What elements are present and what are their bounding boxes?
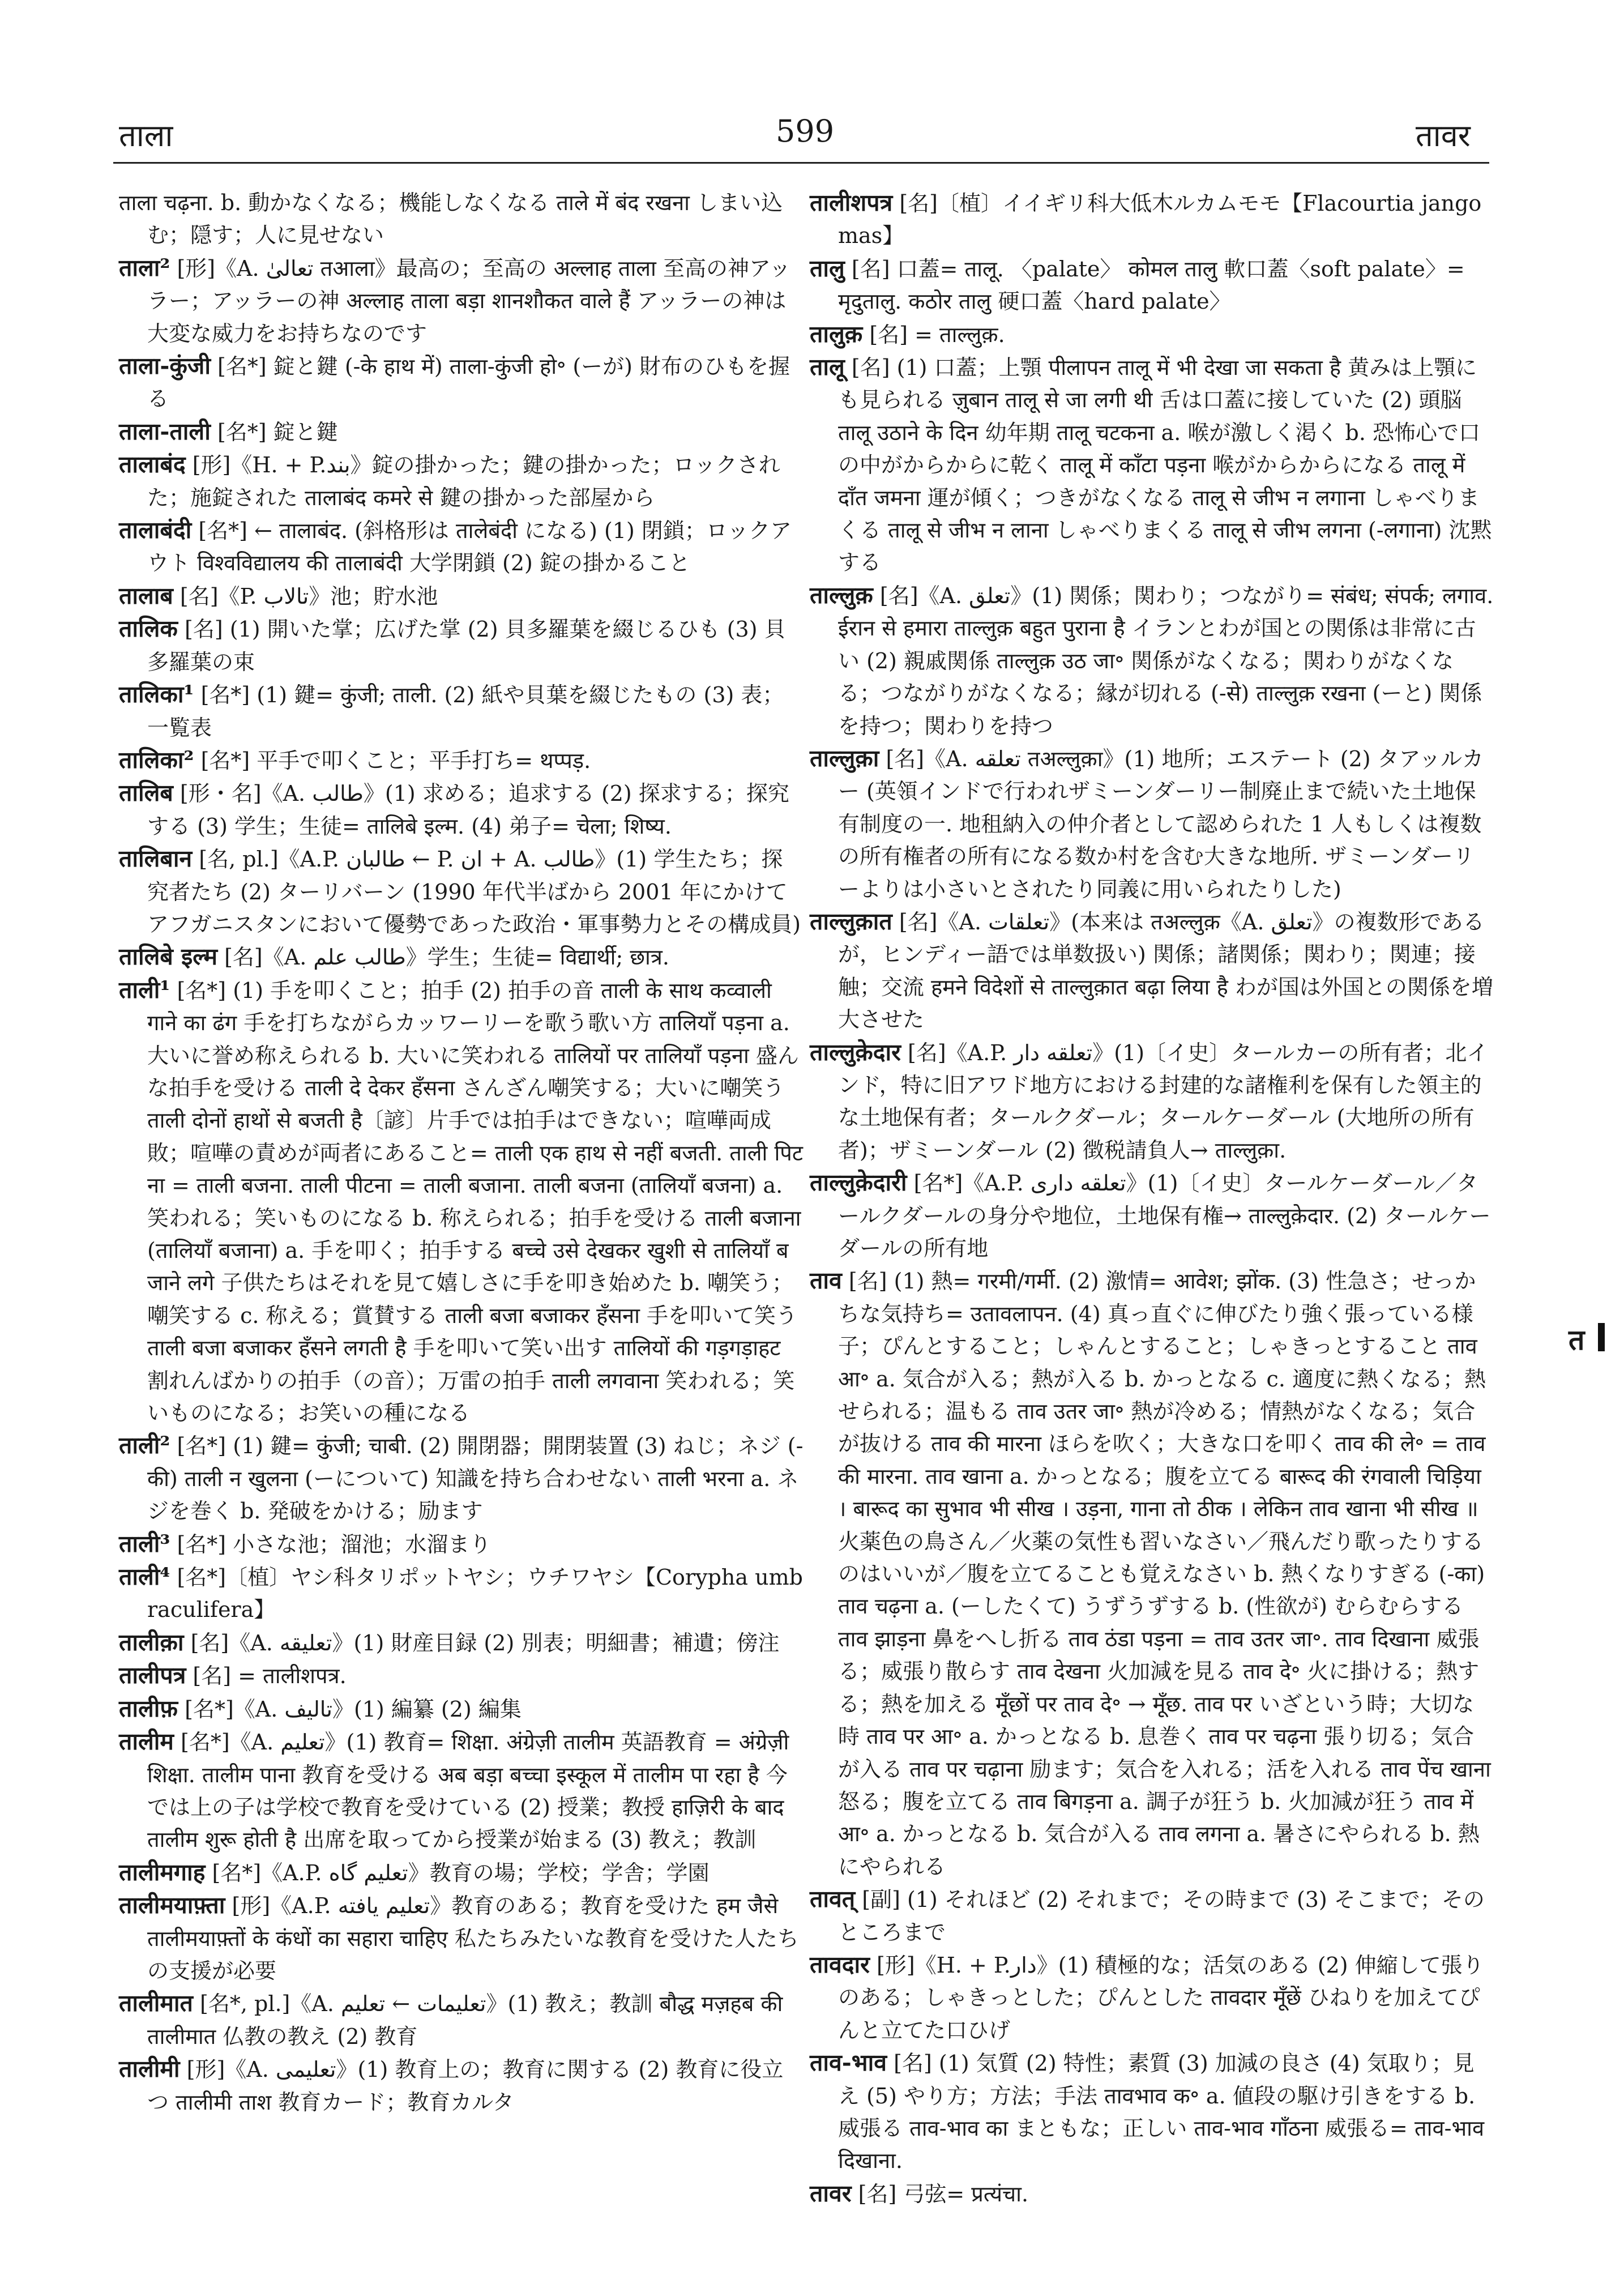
dictionary-entry — [810, 351, 1495, 579]
entry-definition: [形]《A.P. تعليم يافته》教育のある；教育を受けた हम जैसे तालीमयाफ़्तों के कंधों का सहारा चाहिए 私たちみたいな教育を受けた人たちの支援が必要 — [147, 1893, 799, 1983]
dictionary-entry — [119, 1889, 804, 1987]
right-guide-word: तावर — [1416, 118, 1471, 153]
dictionary-entry — [119, 843, 804, 941]
entry-headword: तालाब — [119, 582, 173, 609]
entry-headword: तालिब — [119, 779, 173, 807]
page-header — [0, 0, 1624, 170]
dictionary-entry — [119, 1561, 804, 1627]
page-number: 599 — [776, 113, 835, 149]
entry-headword: ताली² — [119, 1432, 170, 1459]
entry-definition: [形・名]《A. طالب》(1) 求める；追求する (2) 探求する；探究する (3) 学生；生徒= तालिबे इल्म. (4) 弟子= चेला; शिष्य. — [147, 781, 789, 839]
entry-headword: तालिबे इल्म — [119, 943, 218, 971]
entry-headword: तालिका² — [119, 746, 194, 774]
dictionary-entry — [119, 1429, 804, 1527]
entry-definition: [名*] ← तालाबंद. (斜格形は तालेबंदी になる) (1) 閉鎖；ロックアウト विश्वविद्यालय की तालाबंदी 大学閉鎖 (2) 錠の掛かること — [147, 518, 792, 576]
dictionary-entry — [119, 187, 804, 252]
left-guide-word: ताला — [119, 118, 173, 153]
entry-definition: [名*] (1) 鍵= कुंजी; ताली. (2) 紙や貝葉を綴じたもの (3) 表；一覧表 — [147, 682, 784, 740]
dictionary-entry — [119, 613, 804, 678]
entry-headword: तालीमी — [119, 2055, 180, 2083]
dictionary-entry — [810, 1036, 1495, 1167]
dictionary-entry — [119, 416, 804, 449]
thumb-index-letter: त — [1569, 1323, 1585, 1356]
entry-definition: [形]《A. تعالیٰ तआला》最高の；至高の अल्लाह ताला 至高の神アッラー；アッラーの神 अल्लाह ताला बड़ा शानशौकत वाले हैं アッラーの神は大変な威力をお持ちなのです — [147, 255, 791, 346]
entry-definition: [名]《A.P. تعلقه دار》(1)〔イ史〕タールカーの所有者；北インド，特に旧アワド地方における封建的な諸権利を保有した領主的な土地保有者；タールクダール；タールケーダール (大地所の所有者)；ザミーンダール (2) 徴税請負人→ ताल्लुक़ा. — [838, 1040, 1489, 1163]
dictionary-entry — [119, 449, 804, 514]
entry-definition: [名*] (1) 手を叩くこと；拍手 (2) 拍手の音 ताली के साथ कव्वाली गाने का ढंग 手を打ちながらカッワーリーを歌う歌い方 तालियाँ पड़ना a. 大いに誉め称えられる b. 大いに笑われる तालियों पर तालियाँ पड़ना 盛んな拍手を受ける ताली दे देकर हँसना さんざん嘲笑する；大いに嘲笑う ताली दोनों हाथों से बजती है〔諺〕片手では拍手はできない；喧嘩両成敗；喧嘩の責めが両者にあること= ताली एक हाथ से नहीं बजती. ताली पिटना = ताली बजना. ताली पीटना = ताली बजाना. ताली बजना (तालियाँ बजना) a. 笑われる；笑いものになる b. 称えられる；拍手を受ける ताली बजाना (तालियाँ बजाना) a. 手を叩く；拍手する बच्चे उसे देखकर खुशी से तालियाँ बजाने लगे 子供たちはそれを見て嬉しさに手を叩き始めた b. 嘲笑う；嘲笑する c. 称える；賞賛する ताली बजा बजाकर हँसना 手を叩いて笑う ताली बजा बजाकर हँसने लगती है 手を叩いて笑い出す तालियों की गड़गड़ाहट 割れんばかりの拍手（の音）；万雷の拍手 ताली लगवाना 笑われる；笑いものになる；お笑いの種になる — [147, 978, 804, 1426]
entry-headword: तालु — [810, 254, 845, 282]
dictionary-entry — [119, 1987, 804, 2053]
entry-headword: तालिक — [119, 615, 178, 643]
dictionary-entry — [810, 2047, 1495, 2178]
entry-definition: [名*] 錠と鍵 — [217, 419, 338, 445]
dictionary-entry — [119, 941, 804, 974]
entry-headword: तावदार — [810, 1950, 870, 1978]
dictionary-entry — [119, 2053, 804, 2119]
thumb-index-bar — [1598, 1323, 1605, 1351]
entry-headword: तालाबंदी — [119, 517, 192, 544]
entry-headword: तावर — [810, 2179, 852, 2207]
entry-definition: [名*] 錠と鍵 (-के हाथ में) ताला-कुंजी हो॰ (ーが) 財布のひもを握る — [147, 354, 790, 412]
dictionary-entry — [119, 1528, 804, 1561]
entry-headword: तालुक़ — [810, 320, 863, 348]
dictionary-entry — [119, 777, 804, 843]
entry-headword: ताली⁴ — [119, 1563, 170, 1591]
entry-definition: [名] (1) 口蓋；上顎 पीलापन तालू में भी देखा जा सकता है 黄みは上顎にも見られる ज़ुबान तालू से जा लगी थी 舌は口蓋に接していた (2) 頭脳 तालू उठाने के दिन 幼年期 तालू चटकना a. 喉が激しく渇く b. 恐怖心で口の中がからからに乾く तालू में काँटा पड़ना 喉がからからになる तालू में दाँत जमना 運が傾く；つきがなくなる तालू से जीभ न लगाना しゃべりまくる तालू से जीभ न लाना しゃべりまくる तालू से जीभ लगना (-लगाना) 沈黙する — [838, 355, 1492, 575]
entry-headword: तालिबान — [119, 845, 193, 873]
entry-definition: [名]《A. تعلقات》(本来は तअल्लुक़《A. تعلق》の複数形であるが，ヒンディー語では単数扱い) 関係；諸関係；関わり；関連；接触；交流 हमने विदेशों से ताल्लुक़ात बढ़ा लिया है わが国は外国との関係を増大させた — [838, 909, 1493, 1032]
entry-definition: [名] = तालीशपत्र. — [193, 1663, 347, 1689]
entry-headword: ताली¹ — [119, 976, 170, 1004]
entry-definition: [名]〔植〕イイギリ科大低木ルカムモモ【Flacourtia jangomas】 — [838, 191, 1482, 249]
dictionary-entry — [119, 350, 804, 416]
entry-headword: तालाबंद — [119, 451, 186, 479]
entry-headword: तालीमयाफ़्ता — [119, 1892, 225, 1919]
entry-definition: [名] (1) 開いた掌；広げた掌 (2) 貝多羅葉を綴じるひも (3) 貝多羅葉の束 — [147, 617, 786, 675]
entry-definition: [名] 弓弦= प्रत्यंचा. — [858, 2181, 1029, 2206]
entry-headword: तावत् — [810, 1885, 856, 1913]
entry-definition: [名*]《A.P. تعلقه داری》(1)〔イ史〕タールケーダール／タールクダールの身分や地位，土地保有権→ ताल्लुक़ेदार. (2) タールケーダールの所有地 — [838, 1171, 1491, 1261]
header-rule — [113, 162, 1489, 164]
entry-definition: ताला चढ़ना. b. 動かなくなる；機能しなくなる ताले में बंद रखना しまい込む；隠す；人に見せない — [119, 190, 783, 248]
entry-definition: [名*] 小さな池；溜池；水溜まり — [177, 1531, 492, 1557]
entry-headword: ताला-ताली — [119, 417, 211, 445]
entry-definition: [名] 口蓋= तालू. 〈palate〉 कोमल तालु 軟口蓋〈soft palate〉= मृदुतालु. कठोर तालु 硬口蓋〈hard palate〉 — [838, 256, 1465, 314]
entry-definition: [形]《A. تعليمی》(1) 教育上の；教育に関する (2) 教育に役立つ तालीमी ताश 教育カード；教育カルタ — [147, 2057, 784, 2115]
entry-definition: [名*] 平手で叩くこと；平手打ち= थप्पड़. — [200, 748, 591, 773]
entry-headword: ताल्लुक़ेदार — [810, 1038, 901, 1066]
dictionary-entry — [119, 678, 804, 744]
entry-headword: तालीफ़ — [119, 1695, 178, 1722]
dictionary-entry — [810, 253, 1495, 318]
entry-definition: [名]《A. طالب علم》学生；生徒= विद्यार्थी; छात्र. — [224, 945, 669, 970]
entry-headword: तालीमगाह — [119, 1858, 206, 1886]
dictionary-entry — [810, 1265, 1495, 1883]
dictionary-entry — [810, 906, 1495, 1036]
entry-definition: [名*]〔植〕ヤシ科タリポットヤシ；ウチワヤシ【Corypha umbraculifera】 — [147, 1565, 803, 1623]
entry-definition: [形]《H. + P.بند》錠の掛かった；鍵の掛かった；ロックされた；施錠された तालाबंद कमरे से 鍵の掛かった部屋から — [147, 453, 780, 510]
dictionary-entry — [119, 1659, 804, 1692]
entry-headword: ताव-भाव — [810, 2049, 887, 2077]
entry-headword: तालीम — [119, 1728, 174, 1756]
right-column — [810, 187, 1495, 2210]
entry-definition: [名*] (1) 鍵= कुंजी; चाबी. (2) 開閉器；開閉装置 (3) ねじ；ネジ (-की) ताली न खुलना (ーについて) 知識を持ち合わせない ताली भरना a. ネジを巻く b. 発破をかける；励ます — [147, 1433, 804, 1524]
entry-headword: ताली³ — [119, 1530, 170, 1557]
thumb-index-tab — [1569, 1320, 1608, 1354]
entry-headword: ताल्लुक़ा — [810, 744, 879, 772]
entry-definition: [名*]《A. تاليف》(1) 編纂 (2) 編集 — [185, 1696, 522, 1722]
entry-headword: तालीशपत्र — [810, 189, 893, 216]
entry-headword: तालू — [810, 353, 845, 381]
dictionary-entry — [119, 1627, 804, 1659]
entry-headword: तालीक़ा — [119, 1628, 184, 1656]
entry-headword: ताल्लुक़ — [810, 581, 873, 609]
entry-headword: ताव — [810, 1267, 842, 1295]
dictionary-entry — [810, 318, 1495, 351]
entry-definition: [名] (1) 熱= गरमी/गर्मी. (2) 激情= आवेश; झोंक. (3) 性急さ；せっかちな気持ち= उतावलापन. (4) 真っ直ぐに伸びたり強く張っている様子；ぴんとすること；しゃんとすること；しゃきっとすること ताव आ॰ a. 気合が入る；熱が入る b. かっとなる c. 適度に熱くなる；熱せられる；温もる ताव उतर जा॰ 熱が冷める；情熱がなくなる；気合が抜ける ताव की मारना ほらを吹く；大きな口を叩く ताव की ले॰ = ताव की मारना. ताव खाना a. かっとなる；腹を立てる बारूद की रंगवाली चिड़िया । बारूद का सुभाव भी सीख । उड़ना, गाना तो ठीक । लेकिन ताव खाना भी सीख ॥ 火薬色の鳥さん／火薬の気性も習いなさい／飛んだり歌ったりするのはいいが／腹を立てることも覚えなさい b. 熱くなりすぎる (-का) ताव चढ़ना a. (ーしたくて) うずうずする b. (性欲が) むらむらする ताव झाड़ना 鼻をへし折る ताव ठंडा पड़ना = ताव उतर जा॰. ताव दिखाना 威張る；威張り散らす ताव देखना 火加減を見る ताव दे॰ 火に掛ける；熱する；熱を加える मूँछों पर ताव दे॰ → मूँछ. ताव पर いざという時；大切な時 ताव पर आ॰ a. かっとなる b. 息巻く ताव पर चढ़ना 張り切る；気合が入る ताव पर चढ़ाना 励ます；気合を入れる；活を入れる ताव पेंच खाना 怒る；腹を立てる ताव बिगड़ना a. 調子が狂う b. 火加減が狂う ताव में आ॰ a. かっとなる b. 気合が入る ताव लगना a. 暑さにやられる b. 熱にやられる — [838, 1269, 1491, 1879]
entry-definition: [名]《P. تالاب》池；貯水池 — [180, 583, 438, 609]
entry-headword: ताल्लुक़ेदारी — [810, 1169, 907, 1197]
dictionary-entry — [119, 1726, 804, 1856]
dictionary-entry — [810, 742, 1495, 906]
entry-definition: [形]《H. + P.دار》(1) 積極的な；活気のある (2) 伸縮して張りのある；しゃきっとした；ぴんとした तावदार मूँछें ひねりを加えてぴんと立てた口ひげ — [838, 1952, 1484, 2043]
dictionary-entry — [119, 514, 804, 580]
dictionary-entry — [119, 744, 804, 777]
entry-definition: [副] (1) それほど (2) それまで；その時まで (3) そこまで；そのところまで — [838, 1887, 1485, 1945]
entry-headword: तालीपत्र — [119, 1662, 186, 1689]
entry-definition: [名*]《A. تعليم》(1) 教育= शिक्षा. अंग्रेज़ी तालीम 英語教育 = अंग्रेज़ी शिक्षा. तालीम पाना 教育を受ける अब बड़ा बच्चा इस्कूल में तालीम पा रहा है 今では上の子は学校で教育を受けている (2) 授業；教授 हाज़िरी के बाद तालीम शुरू होती है 出席を取ってから授業が始まる (3) 教え；教訓 — [147, 1730, 789, 1853]
dictionary-entry — [119, 1856, 804, 1889]
dictionary-entry — [119, 1693, 804, 1726]
dictionary-entry — [119, 580, 804, 613]
entry-definition: [名, pl.]《A.P. طالبان ← P. ان + A. طالب》(1) 学生たち；探究者たち (2) ターリバーン (1990 年代半ばから 2001 年にかけてアフガニスタンにおいて優勢であった政治・軍事勢力とその構成員) — [147, 847, 801, 937]
dictionary-entry — [810, 1167, 1495, 1265]
dictionary-entry — [810, 2178, 1495, 2210]
entry-definition: [名] = ताल्लुक़. — [869, 322, 1005, 347]
dictionary-entry — [810, 1949, 1495, 2047]
dictionary-entry — [810, 579, 1495, 742]
dictionary-entry — [119, 974, 804, 1430]
dictionary-entry — [119, 252, 804, 350]
dictionary-entry — [810, 187, 1495, 253]
entry-definition: [名]《A. تعليقه》(1) 財産目録 (2) 別表；明細書；補遺；傍注 — [190, 1630, 780, 1655]
entry-definition: [名*]《A.P. تعليم گاه》教育の場；学校；学舎；学園 — [212, 1860, 710, 1885]
entry-headword: तालीमात — [119, 1990, 193, 2017]
entry-headword: तालिका¹ — [119, 681, 194, 708]
entry-definition: [名*, pl.]《A. تعليمات ← تعليم》(1) 教え；教訓 बौद्ध मज़हब की तालीमात 仏教の教え (2) 教育 — [147, 1991, 783, 2049]
entry-headword: ताला-कुंजी — [119, 352, 211, 380]
entry-headword: ताला² — [119, 254, 170, 281]
entry-definition: [名]《A. تعلقه तअल्लुक़ा》(1) 地所；エステート (2) タアッルカー (英領インドで行われザミーンダーリー制廃止まで続いた土地保有制度の一. 地租納入の仲介者として認められた 1 人もしくは複数の所有権者の所有になる数か村を含む大きな地所. ザミーンダーリーよりは小さいとされたり同義に用いられたりした) — [838, 746, 1484, 902]
left-column — [119, 187, 804, 2119]
entry-headword: ताल्लुक़ात — [810, 907, 892, 935]
entry-definition: [名] (1) 気質 (2) 特性；素質 (3) 加減の良さ (4) 気取り；見え (5) やり方；方法；手法 तावभाव क॰ a. 値段の駆け引きをする b. 威張る ताव-भाव का まともな；正しい ताव-भाव गाँठना 威張る= ताव-भाव दिखाना. — [838, 2051, 1485, 2174]
entry-definition: [名]《A. تعلق》(1) 関係；関わり；つながり= संबंध; संपर्क; लगाव. ईरान से हमारा ताल्लुक़ बहुत पुराना है イランとわが国との関係は非常に古い (2) 親戚関係 ताल्लुक़ उठ जा॰ 関係がなくなる；関わりがなくなる；つながりがなくなる；縁が切れる (-से) ताल्लुक़ रखना (ーと) 関係を持つ；関わりを持つ — [838, 583, 1494, 739]
dictionary-entry — [810, 1883, 1495, 1949]
